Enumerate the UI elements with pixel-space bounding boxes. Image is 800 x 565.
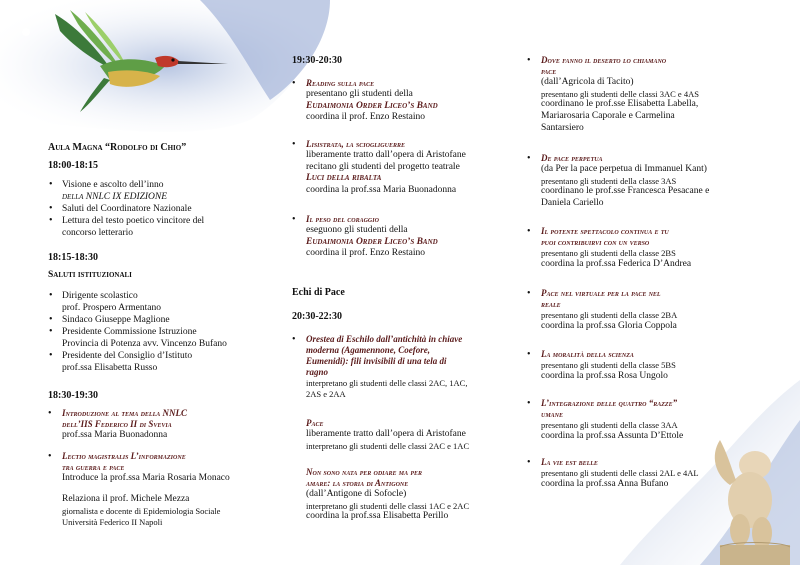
event-item: • Pace nel virtuale per la pace nel reale presentano gli studenti della classe 2BA coordina la prof.ssa Gloria Coppola (527, 288, 678, 331)
event-item: • La vie est belle presentano gli studenti delle classi 2AL e 4AL coordina la prof.ssa Anna Bufano (527, 457, 699, 489)
event-item: • Il peso del coraggio eseguono gli studenti della Eudaimonia Order Liceo’s Band coordina il prof. Enzo Restaino (292, 214, 438, 259)
event-item: • Lisistrata, la sciogliguerre liberamente tratto dall’opera di Aristofane recitano gli studenti del progetto teatrale Luci della ribalta coordina la prof.ssa Maria Buonadonna (292, 139, 466, 195)
event-item: • Reading sulla pace presentano gli studenti della Eudaimonia Order Liceo’s Band coordina il prof. Enzo Restaino (292, 78, 438, 123)
hummingbird-illustration (30, 6, 230, 116)
section-heading: Echi di Pace (292, 287, 345, 298)
list-item: • Presidente del Consiglio d’Istituto prof.ssa Elisabetta Russo (62, 350, 282, 374)
event-item: • Orestea di Eschilo dall’antichità in chiave moderna (Agamennone, Coefore, Eumenidi): fili invisibili di una tela di ragno interpretano gli studenti delle classi 2AC, 1AC, 2AS e 2AA (292, 334, 468, 399)
event-item: • La moralità della scienza presentano gli studenti della classe 5BS coordina la prof.ssa Rosa Ungolo (527, 349, 676, 381)
event-item: Pace liberamente tratto dall’opera di Aristofane interpretano gli studenti delle classi 2AC e 1AC (306, 418, 470, 451)
event-item: • L’integrazione delle quattro “razze” umane presentano gli studenti della classe 3AA coordina la prof.ssa Assunta D’Ettole (527, 398, 684, 441)
section-heading: Saluti istituzionali (48, 270, 132, 280)
time-slot: 20:30-22:30 (292, 311, 342, 322)
speaker-detail: Università Federico II Napoli (62, 517, 163, 527)
greetings-list (48, 290, 282, 374)
event-item: • Introduzione al tema della NNLC dell’IIS Federico II di Svevia prof.ssa Maria Buonadonna (48, 408, 188, 440)
venue-title: Aula Magna “Rodolfo di Chio” (48, 142, 187, 153)
list-item: • Visione e ascolto dell’inno della NNLC IX EDIZIONE (62, 179, 282, 203)
list-item: • Saluti del Coordinatore Nazionale (62, 203, 282, 215)
ornament-icon (14, 24, 38, 40)
time-slot: 18:30-19:30 (48, 390, 98, 401)
event-item: • Il potente spettacolo continua e tu puoi contribuirvi con un verso presentano gli studenti della classe 2BS coordina la prof.ssa Federica D’Andrea (527, 226, 692, 269)
speaker-detail: giornalista e docente di Epidemiologia Sociale (62, 506, 221, 516)
event-item: • Dove fanno il deserto lo chiamano pace (dall’Agricola di Tacito) presentano gli studenti delle classi 3AC e 4AS coordinano le prof.sse Elisabetta Labella, Mariarosaria Caporale e Carmelina Santarsiero (527, 55, 699, 133)
event-item: Non sono nata per odiare ma per amare: la storia di Antigone (dall’Antigone di Sofocle) interpretano gli studenti delle classi 1AC e 2AC coordina la prof.ssa Elisabetta Perillo (306, 467, 470, 522)
list-item: • Sindaco Giuseppe Maglione (62, 314, 282, 326)
opening-list (48, 179, 282, 239)
speaker-line: Relaziona il prof. Michele Mezza (62, 494, 190, 504)
time-slot: 18:00-18:15 (48, 160, 98, 171)
list-item: • Presidente Commissione Istruzione Provincia di Potenza avv. Vincenzo Bufano (62, 326, 282, 350)
event-item: • De pace perpetua (da Per la pace perpetua di Immanuel Kant) presentano gli studenti della classe 3AS coordinano le prof.sse Francesca Pesacane e Daniela Cariello (527, 153, 710, 208)
event-item: • Lectio magistralis L’informazione tra guerra e pace Introduce la prof.ssa Maria Rosaria Monaco (48, 451, 230, 483)
list-item: • Dirigente scolastico prof. Prospero Armentano (62, 290, 282, 314)
time-slot: 18:15-18:30 (48, 252, 98, 263)
list-item: • Lettura del testo poetico vincitore del concorso letterario (62, 215, 282, 239)
time-slot: 19:30-20:30 (292, 55, 342, 66)
